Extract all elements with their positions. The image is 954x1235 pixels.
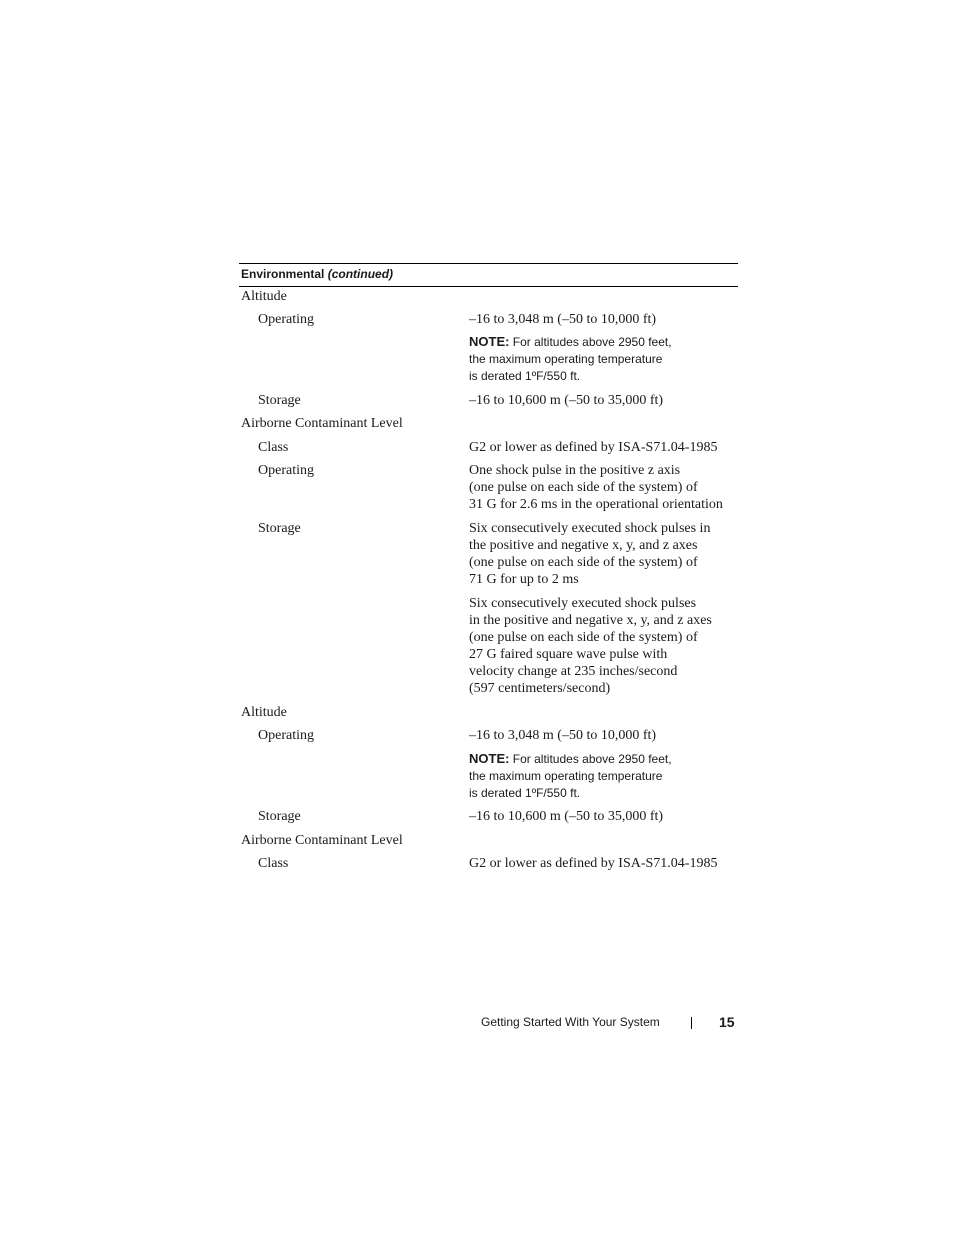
group-label-airborne: Airborne Contaminant Level bbox=[241, 416, 403, 431]
value-line: Six consecutively executed shock pulses in bbox=[469, 521, 711, 536]
value-line: the positive and negative x, y, and z axes bbox=[469, 538, 698, 553]
value-line: 71 G for up to 2 ms bbox=[469, 572, 579, 587]
row-label-class: Class bbox=[258, 440, 289, 455]
note-line: is derated 1ºF/550 ft. bbox=[469, 369, 581, 383]
row-label-storage: Storage bbox=[258, 393, 301, 408]
row-value-class: G2 or lower as defined by ISA-S71.04-1985 bbox=[469, 440, 718, 455]
row-label-operating: Operating bbox=[258, 312, 314, 327]
note-line: For altitudes above 2950 feet, bbox=[512, 752, 672, 766]
row-value-operating-altitude: –16 to 3,048 m (–50 to 10,000 ft) bbox=[469, 312, 657, 327]
note-label: NOTE: bbox=[469, 334, 510, 349]
value-line: velocity change at 235 inches/second bbox=[469, 664, 678, 679]
group-label-airborne: Airborne Contaminant Level bbox=[241, 833, 403, 848]
note-altitude bbox=[469, 333, 672, 385]
row-label-operating: Operating bbox=[258, 463, 314, 478]
value-line: 31 G for 2.6 ms in the operational orientation bbox=[469, 497, 723, 512]
value-line: (597 centimeters/second) bbox=[469, 681, 611, 696]
row-value-storage-altitude: –16 to 10,600 m (–50 to 35,000 ft) bbox=[469, 809, 664, 824]
row-value-operating-altitude: –16 to 3,048 m (–50 to 10,000 ft) bbox=[469, 728, 657, 743]
row-label-class: Class bbox=[258, 856, 289, 871]
value-line: (one pulse on each side of the system) of bbox=[469, 555, 698, 570]
value-line: 27 G faired square wave pulse with bbox=[469, 647, 668, 662]
page-footer bbox=[481, 1014, 735, 1030]
note-altitude bbox=[469, 750, 672, 802]
table-header bbox=[239, 263, 738, 287]
table-title-text: Environmental bbox=[241, 267, 325, 281]
note-line: For altitudes above 2950 feet, bbox=[512, 335, 672, 349]
value-line: (one pulse on each side of the system) of bbox=[469, 630, 698, 645]
value-line: Six consecutively executed shock pulses bbox=[469, 596, 697, 611]
page-number: 15 bbox=[719, 1014, 735, 1030]
footer-separator bbox=[691, 1017, 692, 1029]
value-line: in the positive and negative x, y, and z axes bbox=[469, 613, 712, 628]
row-label-operating: Operating bbox=[258, 728, 314, 743]
note-line: the maximum operating temperature bbox=[469, 352, 663, 366]
row-label-storage: Storage bbox=[258, 809, 301, 824]
note-line: the maximum operating temperature bbox=[469, 769, 663, 783]
row-value-storage-altitude: –16 to 10,600 m (–50 to 35,000 ft) bbox=[469, 393, 664, 408]
value-line: One shock pulse in the positive z axis bbox=[469, 463, 681, 478]
row-value-operating-shock bbox=[469, 462, 723, 513]
row-value-storage-shock-2 bbox=[469, 595, 712, 697]
group-label-altitude: Altitude bbox=[241, 705, 287, 720]
note-line: is derated 1ºF/550 ft. bbox=[469, 786, 581, 800]
table-title bbox=[241, 267, 393, 281]
value-line: (one pulse on each side of the system) of bbox=[469, 480, 698, 495]
note-label: NOTE: bbox=[469, 751, 510, 766]
row-value-storage-shock bbox=[469, 520, 710, 588]
row-label-storage: Storage bbox=[258, 521, 301, 536]
group-label-altitude: Altitude bbox=[241, 289, 287, 304]
table-title-suffix: (continued) bbox=[327, 267, 394, 281]
footer-section-title: Getting Started With Your System bbox=[481, 1015, 660, 1029]
row-value-class: G2 or lower as defined by ISA-S71.04-1985 bbox=[469, 856, 718, 871]
